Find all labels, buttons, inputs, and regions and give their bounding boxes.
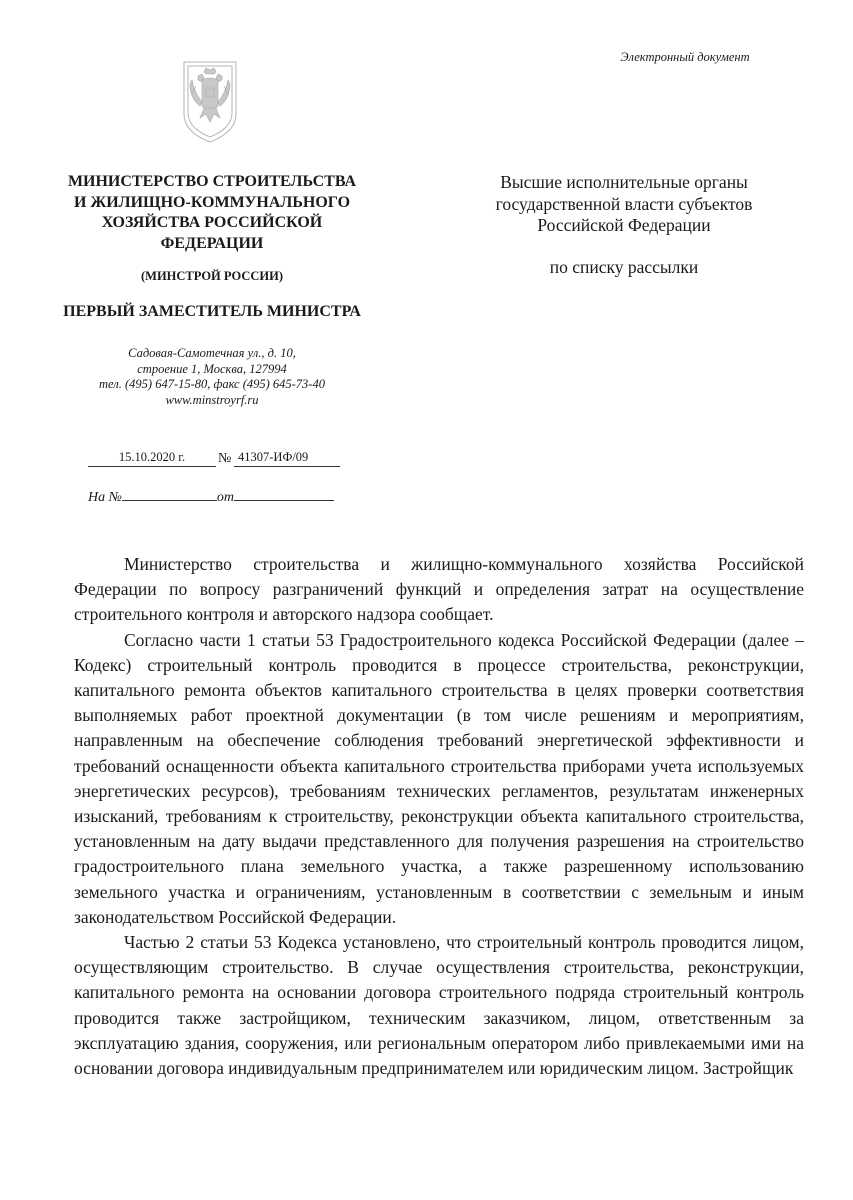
registration-line (88, 447, 338, 469)
reply-reference-line (88, 488, 348, 506)
reply-number-blank (122, 488, 217, 501)
position-title: ПЕРВЫЙ ЗАМЕСТИТЕЛЬ МИНИСТРА (63, 303, 361, 320)
reply-number-label: На № (88, 490, 122, 505)
address-line: строение 1, Москва, 127994 (137, 361, 287, 376)
recipient: Высшие исполнительные органы государственной власти субъектов Российской Федерации (495, 172, 753, 235)
distribution-note: по списку рассылки (549, 256, 699, 277)
ministry-name: МИНИСТЕРСТВО СТРОИТЕЛЬСТВА И ЖИЛИЩНО-КОММУНАЛЬНОГО ХОЗЯЙСТВА РОССИЙСКОЙ ФЕДЕРАЦИИ (67, 173, 357, 252)
website: www.minstroyrf.ru (165, 392, 259, 407)
electronic-document-label: Электронный документ (620, 50, 750, 64)
registration-number: 41307-ИФ/09 (234, 450, 340, 467)
reply-date-blank (234, 488, 334, 501)
sender-block (62, 172, 362, 408)
body-paragraph: Министерство строительства и жилищно-коммунального хозяйства Российской Федерации по вопросу разграничений функций и определения затрат на осуществление строительного контроля и авторского надзора сообщает. (74, 554, 804, 625)
phone-fax-line: тел. (495) 647-15-80, факс (495) 645-73-40 (99, 377, 325, 391)
body-paragraph: Согласно части 1 статьи 53 Градостроительного кодекса Российской Федерации (далее – Кодекс) строительный контроль проводится в процессе строительства, реконструкции, капитального ремонта объектов капитального строительства в целях проверки соответствия выполняемых работ проектной документации (в том числе решениям и мероприятиям, направленным на обеспечение соблюдения требований энергетической эффективности и требований оснащенности объекта капитального строительства приборами учета используемых энергетических ресурсов), требованиям технических регламентов, результатам инженерных изысканий, требованиям к строительству, реконструкции объекта капитального строительства, установленным на дату выдачи представленного для получения разрешения на строительство градостроительного плана земельного участка, а также разрешенному использованию земельного участка и ограничениям, установленным в соответствии с земельным и иным законодательством Российской Федерации. (74, 629, 804, 927)
registration-date: 15.10.2020 г. (88, 450, 216, 467)
sender-address (62, 346, 362, 408)
addressee-block (490, 172, 758, 278)
number-label: № (218, 451, 232, 466)
russian-coat-of-arms-icon (178, 58, 242, 144)
letter-body (74, 552, 804, 1081)
ministry-short-name: (МИНСТРОЙ РОССИИ) (140, 269, 283, 283)
address-line: Садовая-Самотечная ул., д. 10, (128, 346, 296, 360)
body-paragraph: Частью 2 статьи 53 Кодекса установлено, что строительный контроль проводится лицом, осуществляющим строительство. В случае осуществления строительства, реконструкции, капитального ремонта на основании договора строительного подряда строительный контроль проводится также застройщиком, техническим заказчиком, лицом, ответственным за эксплуатацию здания, сооружения, или региональным оператором либо привлекаемыми ими на основании договора индивидуальным предпринимателем или юридическим лицом. Застройщик (74, 932, 804, 1079)
reply-from-label: от (216, 490, 234, 505)
